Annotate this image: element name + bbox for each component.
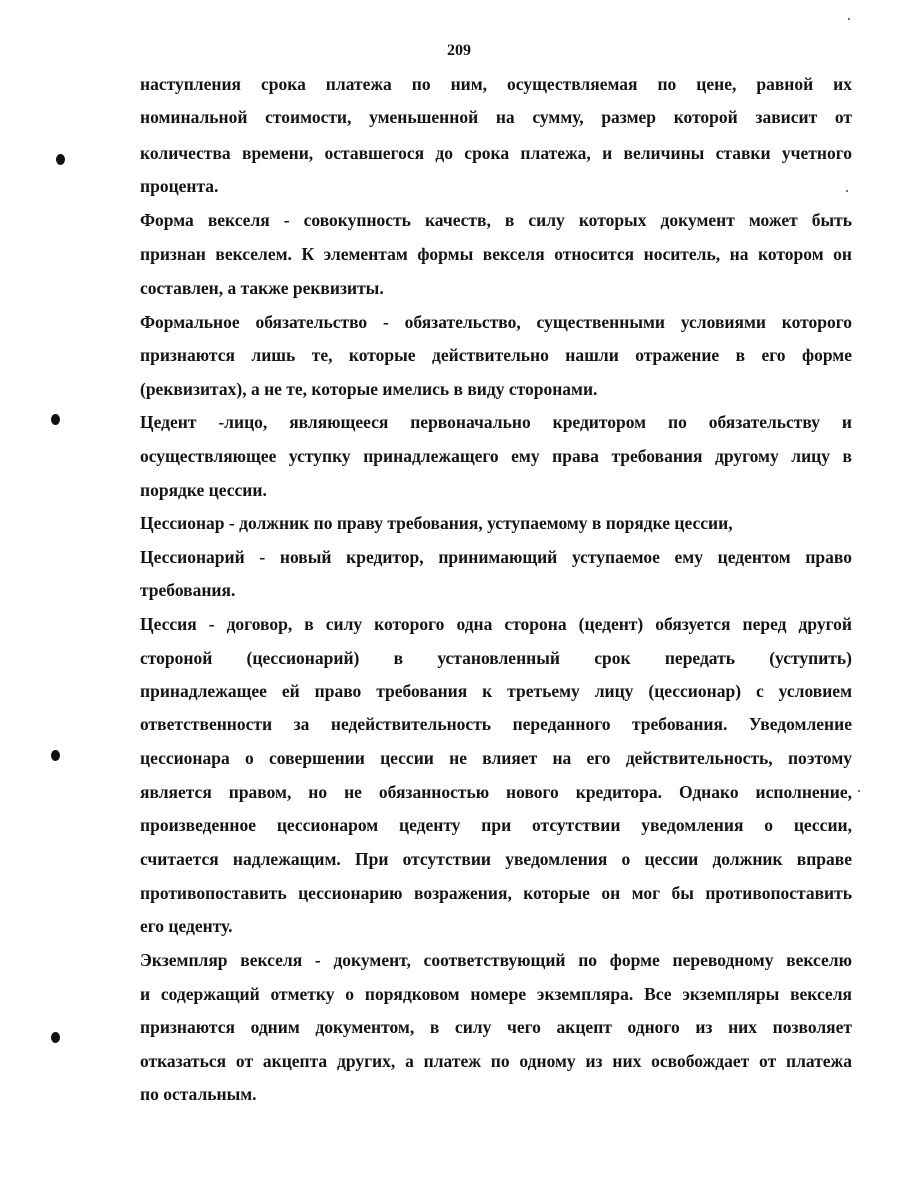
text-line: его цеденту. <box>140 916 233 936</box>
text-line: требования. <box>140 580 236 600</box>
scan-speck <box>848 18 850 20</box>
text-line: противопоставить цессионарию возражения, которые он мог бы противопоставить <box>140 883 852 903</box>
text-line: произведенное цессионаром цеденту при отсутствии уведомления о цессии, <box>140 815 852 835</box>
text-line: является правом, но не обязанностью нового кредитора. Однако исполнение, <box>140 782 852 802</box>
text-line: признаются лишь те, которые действительно нашли отражение в его форме <box>140 345 852 365</box>
text-line: Цессионар - должник по праву требования, уступаемому в порядке цессии, <box>140 513 733 533</box>
text-line: и содержащий отметку о порядковом номере экземпляра. Все экземпляры векселя <box>140 984 852 1004</box>
scan-speck <box>858 790 860 792</box>
text-line: Форма векселя - совокупность качеств, в силу которых документ может быть <box>140 210 852 230</box>
text-line: Цессионарий - новый кредитор, принимающий уступаемое ему цедентом право <box>140 547 852 567</box>
text-line: ответственности за недействительность переданного требования. Уведомление <box>140 714 852 734</box>
text-line: номинальной стоимости, уменьшенной на сумму, размер которой зависит от <box>140 107 852 127</box>
text-line: цессионара о совершении цессии не влияет на его действительность, поэтому <box>140 748 852 768</box>
text-line: признан векселем. К элементам формы векселя относится носитель, на котором он <box>140 244 852 264</box>
scan-speck <box>846 190 848 192</box>
text-line: Формальное обязательство - обязательство, существенными условиями которого <box>140 312 852 332</box>
text-line: признаются одним документом, в силу чего акцепт одного из них позволяет <box>140 1017 852 1037</box>
text-line: составлен, а также реквизиты. <box>140 278 384 298</box>
text-line: наступления срока платежа по ним, осуществляемая по цене, равной их <box>140 74 852 94</box>
text-line: процента. <box>140 176 219 196</box>
text-line: Цессия - договор, в силу которого одна сторона (цедент) обязуется перед другой <box>140 614 852 634</box>
punch-hole-mark <box>51 750 60 761</box>
text-line: по остальным. <box>140 1084 257 1104</box>
punch-hole-mark <box>56 154 65 165</box>
text-line: осуществляющее уступку принадлежащего ему права требования другому лицу в <box>140 446 852 466</box>
text-line: порядке цессии. <box>140 480 267 500</box>
punch-hole-mark <box>51 414 60 425</box>
page-number: 209 <box>447 42 471 59</box>
text-line: считается надлежащим. При отсутствии уведомления о цессии должник вправе <box>140 849 852 869</box>
text-line: (реквизитах), а не те, которые имелись в виду сторонами. <box>140 379 598 399</box>
text-line: количества времени, оставшегося до срока платежа, и величины ставки учетного <box>140 143 852 163</box>
punch-hole-mark <box>51 1032 60 1043</box>
text-line: стороной (цессионарий) в установленный срок передать (уступить) <box>140 648 852 668</box>
text-line: Цедент -лицо, являющееся первоначально кредитором по обязательству и <box>140 412 852 432</box>
text-line: отказаться от акцепта других, а платеж по одному из них освобождает от платежа <box>140 1051 852 1071</box>
text-line: принадлежащее ей право требования к третьему лицу (цессионар) с условием <box>140 681 852 701</box>
text-line: Экземпляр векселя - документ, соответствующий по форме переводному векселю <box>140 950 852 970</box>
